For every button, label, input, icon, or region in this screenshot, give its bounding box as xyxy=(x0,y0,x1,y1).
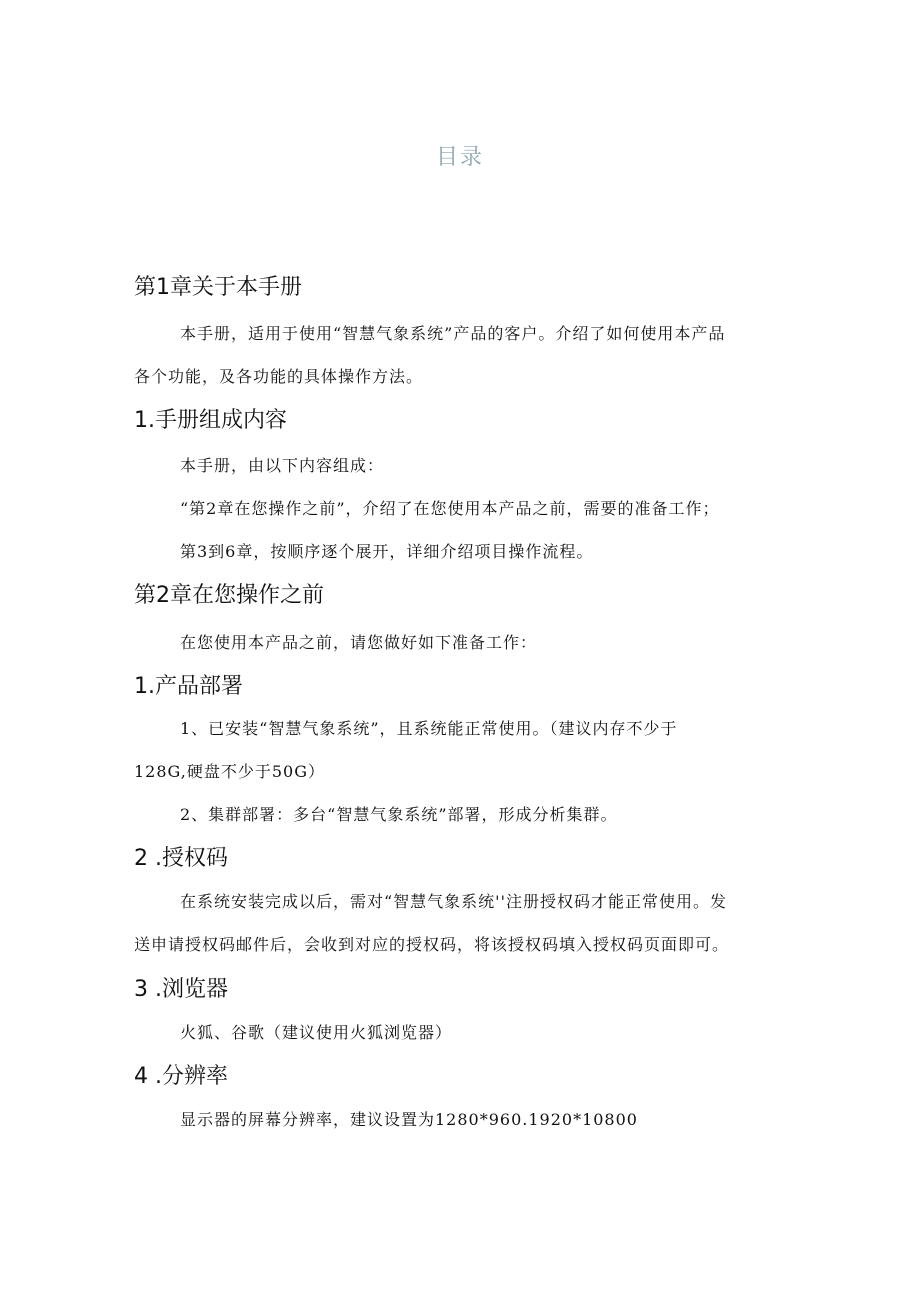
deployment-item-1-line-1: 1、已安装“智慧气象系统”，且系统能正常使用。（建议内存不少于 xyxy=(180,719,678,738)
license-line-2: 送申请授权码邮件后，会收到对应的授权码，将该授权码填入授权码页面即可。 xyxy=(134,935,730,954)
chapter-2-heading: 第2章在您操作之前 xyxy=(134,583,324,608)
section-resolution-heading: 4 .分辨率 xyxy=(134,1064,228,1089)
license-line-1: 在系统安装完成以后，需对“智慧气象系统''注册授权码才能正常使用。发 xyxy=(180,892,727,911)
chapter-1-heading: 第1章关于本手册 xyxy=(134,275,302,300)
manual-contents-line-3: 第3到6章，按顺序逐个展开，详细介绍项目操作流程。 xyxy=(180,542,594,561)
browser-line-1: 火狐、谷歌（建议使用火狐浏览器） xyxy=(180,1023,453,1042)
chapter-2-intro: 在您使用本产品之前，请您做好如下准备工作： xyxy=(180,633,538,652)
chapter-1-intro-line-1: 本手册，适用于使用“智慧气象系统”产品的客户。介绍了如何使用本产品 xyxy=(180,324,726,343)
section-manual-contents-heading: 1.手册组成内容 xyxy=(134,408,287,433)
deployment-item-2: 2、集群部署：多台“智慧气象系统”部署，形成分析集群。 xyxy=(180,805,618,824)
section-license-heading: 2 .授权码 xyxy=(134,846,228,871)
section-browser-heading: 3 .浏览器 xyxy=(134,977,228,1002)
toc-title: 目录 xyxy=(435,145,484,170)
section-deployment-heading: 1.产品部署 xyxy=(134,674,243,699)
chapter-1-intro-line-2: 各个功能，及各功能的具体操作方法。 xyxy=(134,367,424,386)
resolution-line-1: 显示器的屏幕分辨率，建议设置为1280*960.1920*10800 xyxy=(180,1110,638,1129)
manual-contents-line-1: 本手册，由以下内容组成： xyxy=(180,456,385,475)
deployment-item-1-line-2: 128G,硬盘不少于50G） xyxy=(134,762,325,781)
manual-contents-line-2: “第2章在您操作之前”，介绍了在您使用本产品之前，需要的准备工作； xyxy=(180,499,720,518)
